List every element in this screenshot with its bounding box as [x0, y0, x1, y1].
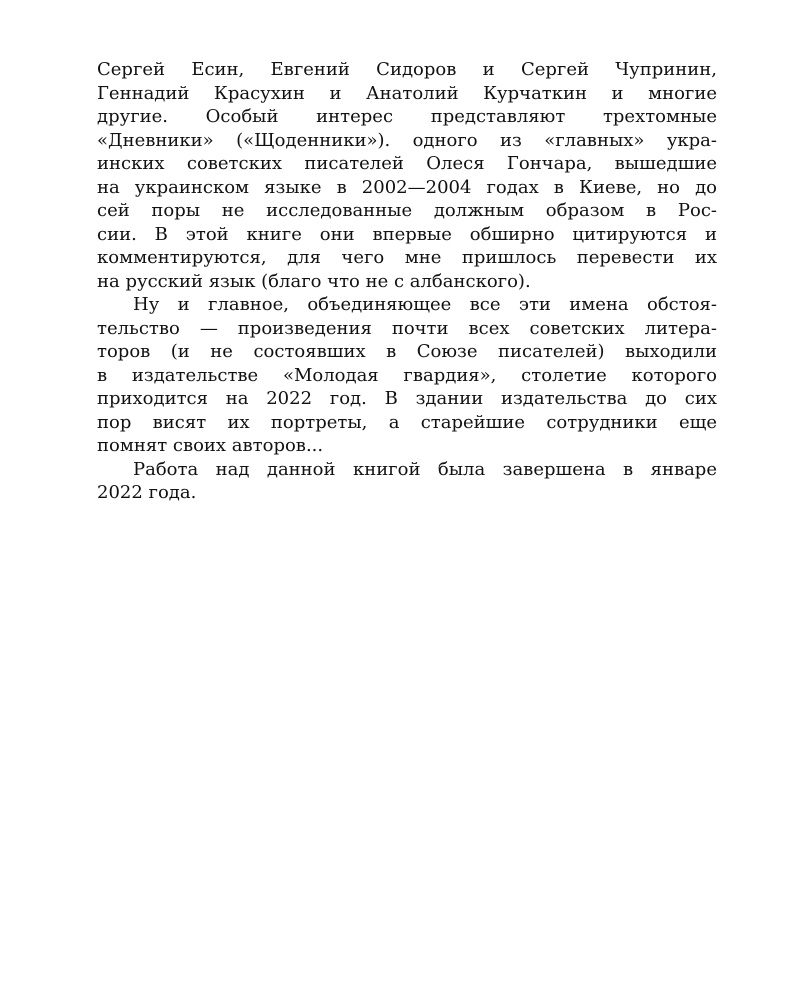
text-line: 2022 года. [97, 482, 197, 503]
text-line: приходится на 2022 год. В здании издательства до сих [97, 388, 717, 409]
text-line: тельство — произведения почти всех советских литера- [97, 317, 717, 339]
text-line: сей поры не исследованные должным образом в Рос- [97, 200, 717, 221]
body-text [97, 58, 717, 505]
text-line: на русский язык (благо что не с албанского). [97, 270, 531, 292]
text-line: в издательстве «Молодая гвардия», столетие которого [97, 364, 717, 386]
text-line: Ну и главное, объединяющее все эти имена обстоя- [133, 294, 717, 315]
text-line: на украинском языке в 2002—2004 годах в Киеве, но до [97, 176, 717, 198]
text-line: сии. В этой книге они впервые обширно цитируются и [97, 223, 717, 245]
text-line: помнят своих авторов... [97, 435, 324, 456]
text-line: комментируются, для чего мне пришлось перевести их [97, 247, 717, 268]
text-line: Работа над данной книгой была завершена в январе [133, 458, 717, 480]
text-line: Геннадий Красухин и Анатолий Курчаткин и многие [97, 82, 717, 104]
text-line: инских советских писателей Олеся Гончара, вышедшие [97, 153, 717, 174]
text-line: Сергей Есин, Евгений Сидоров и Сергей Чупринин, [97, 59, 717, 80]
text-line: другие. Особый интерес представляют трехтомные [97, 106, 717, 127]
text-line: пор висят их портреты, а старейшие сотрудники еще [97, 411, 717, 433]
text-line: торов (и не состоявших в Союзе писателей) выходили [97, 341, 717, 362]
text-line: «Дневники» («Щоденники»). одного из «главных» укра- [97, 129, 717, 151]
